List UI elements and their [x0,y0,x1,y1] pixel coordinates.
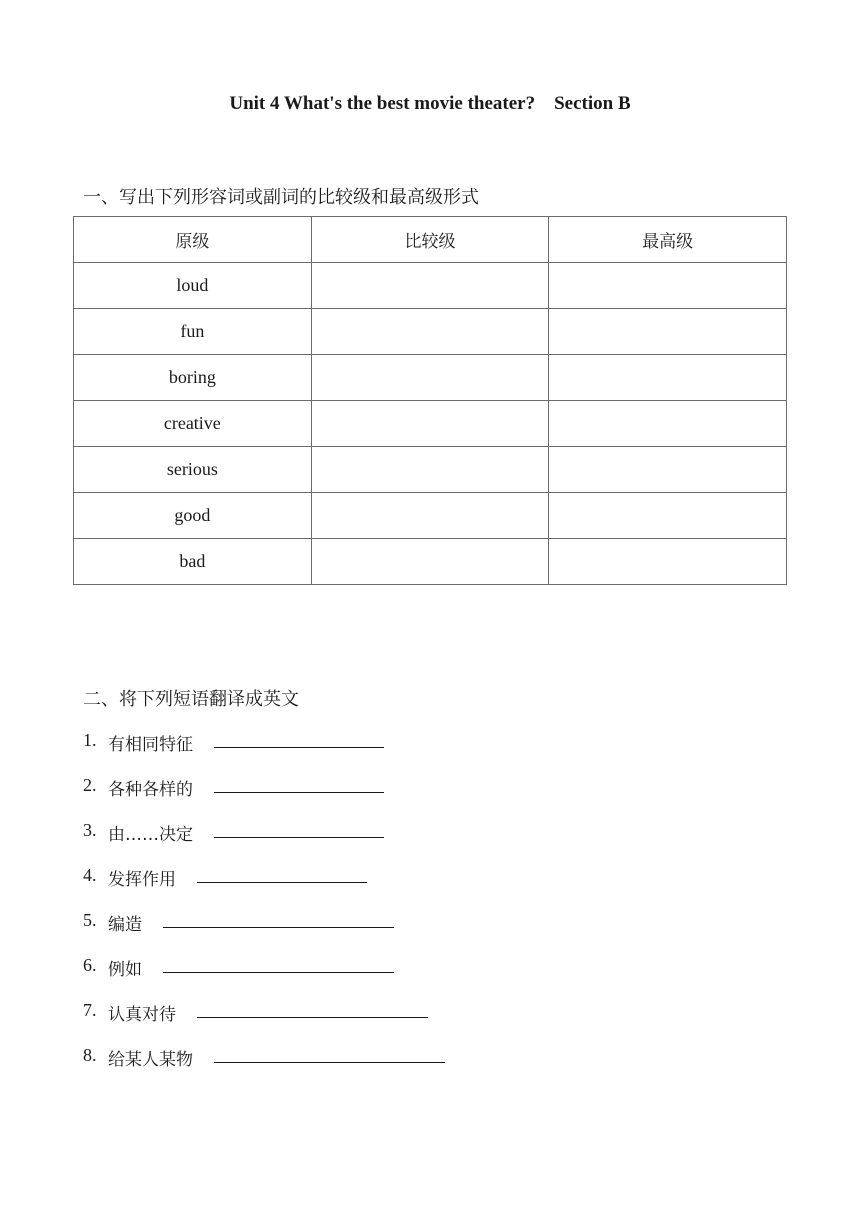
superlative-answer-cell[interactable] [549,355,787,401]
chinese-phrase: 各种各样的 [108,780,193,800]
base-form-cell: good [74,493,312,539]
item-number: 3. [83,820,97,840]
list-item [83,1000,445,1045]
item-number: 1. [83,730,97,750]
superlative-answer-cell[interactable] [549,493,787,539]
answer-blank[interactable] [197,1000,428,1018]
base-form-cell: bad [74,539,312,585]
answer-blank[interactable] [163,910,394,928]
base-form-cell: serious [74,447,312,493]
comparative-answer-cell[interactable] [311,263,549,309]
superlative-answer-cell[interactable] [549,263,787,309]
base-form-cell: loud [74,263,312,309]
chinese-phrase: 编造 [108,915,142,935]
table-row [74,263,787,309]
header-superlative: 最高级 [549,217,787,263]
header-comparative: 比较级 [311,217,549,263]
answer-blank[interactable] [214,820,384,838]
item-number: 2. [83,775,97,795]
comparative-answer-cell[interactable] [311,447,549,493]
translation-phrase-list [83,730,445,1090]
table-row [74,401,787,447]
item-number: 4. [83,865,97,885]
item-number: 6. [83,955,97,975]
comparative-answer-cell[interactable] [311,355,549,401]
chinese-phrase: 给某人某物 [108,1050,193,1070]
base-form-cell: fun [74,309,312,355]
item-number: 8. [83,1045,97,1065]
header-base-form: 原级 [74,217,312,263]
chinese-phrase: 例如 [108,960,142,980]
list-item [83,955,445,1000]
list-item [83,1045,445,1090]
superlative-answer-cell[interactable] [549,309,787,355]
list-item [83,820,445,865]
table-header-row [74,217,787,263]
section-2-heading: 二、将下列短语翻译成英文 [83,689,299,710]
degree-forms-table [73,216,787,585]
table-row [74,493,787,539]
comparative-answer-cell[interactable] [311,539,549,585]
table-row [74,447,787,493]
list-item [83,865,445,910]
superlative-answer-cell[interactable] [549,401,787,447]
comparative-answer-cell[interactable] [311,401,549,447]
base-form-cell: boring [74,355,312,401]
comparative-answer-cell[interactable] [311,309,549,355]
base-form-cell: creative [74,401,312,447]
list-item [83,775,445,820]
answer-blank[interactable] [214,775,384,793]
chinese-phrase: 有相同特征 [108,735,193,755]
section-1-heading: 一、写出下列形容词或副词的比较级和最高级形式 [83,187,479,208]
answer-blank[interactable] [197,865,367,883]
table-row [74,355,787,401]
superlative-answer-cell[interactable] [549,447,787,493]
superlative-answer-cell[interactable] [549,539,787,585]
chinese-phrase: 由……决定 [108,825,193,845]
answer-blank[interactable] [214,1045,445,1063]
answer-blank[interactable] [163,955,394,973]
page-title: Unit 4 What's the best movie theater? Section B [229,93,631,114]
comparative-answer-cell[interactable] [311,493,549,539]
list-item [83,910,445,955]
list-item [83,730,445,775]
item-number: 5. [83,910,97,930]
table-row [74,539,787,585]
item-number: 7. [83,1000,97,1020]
answer-blank[interactable] [214,730,384,748]
chinese-phrase: 发挥作用 [108,870,176,890]
table-row [74,309,787,355]
chinese-phrase: 认真对待 [108,1005,176,1025]
